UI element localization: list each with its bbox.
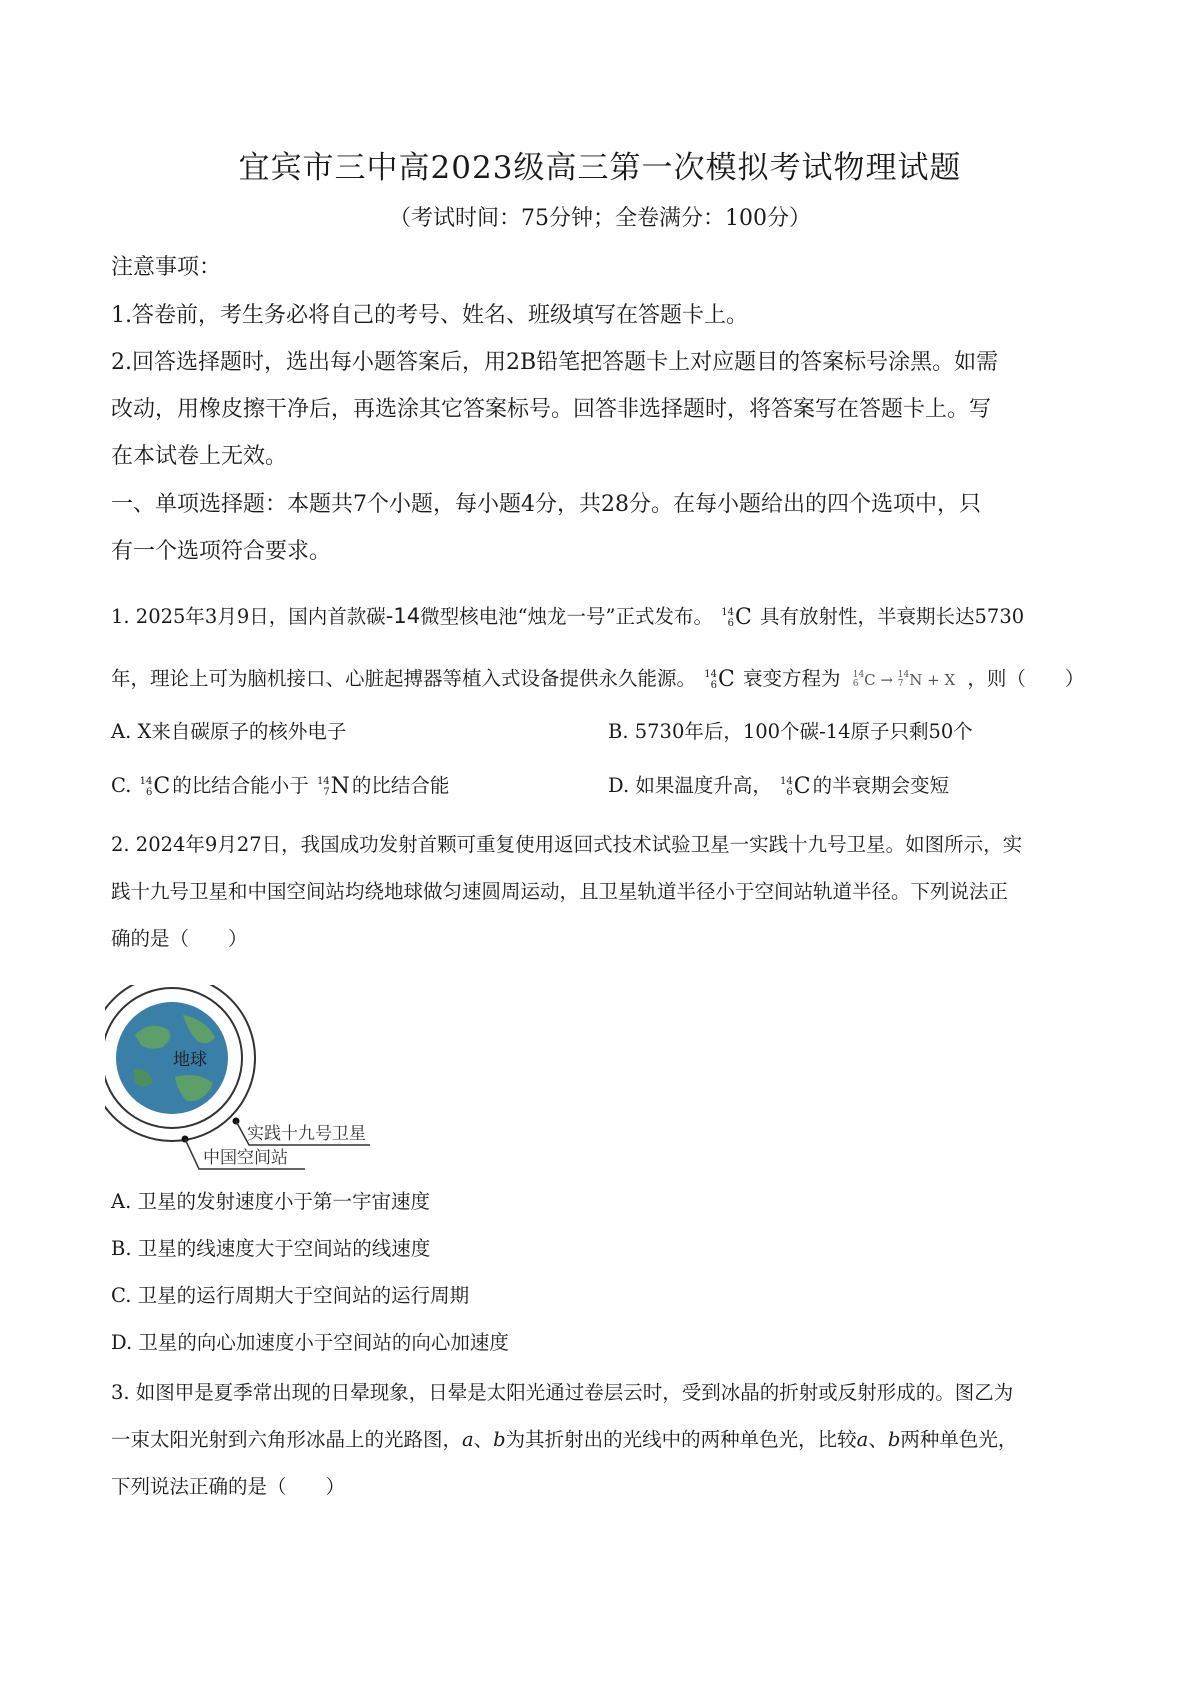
satellite-label: 实践十九号卫星: [247, 1124, 366, 1144]
q1-option-c[interactable]: C. 14 6 C 的比结合能小于 14 7 N 的比结合能: [111, 773, 450, 799]
station-label: 中国空间站: [203, 1148, 288, 1168]
notes-item-2-line-1: 2.回答选择题时，选出每小题答案后，用2B铅笔把答题卡上对应题目的答案标号涂黑。如需: [111, 350, 999, 375]
orbit-diagram: [105, 985, 425, 1175]
section-1-line-2: 有一个选项符合要求。: [111, 539, 332, 564]
notes-item-2-line-2: 改动，用橡皮擦干净后，再选涂其它答案标号。回答非选择题时，将答案写在答题卡上。写: [111, 397, 992, 422]
q1-option-b[interactable]: B. 5730年后，100个碳-14原子只剩50个: [608, 720, 973, 743]
q1-line-2: 年，理论上可为脑机接口、心脏起搏器等植入式设备提供永久能源。 14 6 C 衰变方程为 14 6 C → 14 7 N + X ，则（ ）: [111, 664, 1084, 695]
q2-line-1: 2. 2024年9月27日，我国成功发射首颗可重复使用返回式技术试验卫星一实践十九号卫星。如图所示，实: [111, 833, 1023, 856]
q3-line-3: 下列说法正确的是（ ）: [111, 1475, 346, 1498]
decay-equation: 14 6 C → 14 7 N + X: [852, 669, 956, 689]
notes-item-1: 1.答卷前，考生务必将自己的考号、姓名、班级填写在答题卡上。: [111, 303, 748, 328]
q2-option-c[interactable]: C. 卫星的运行周期大于空间站的运行周期: [111, 1284, 470, 1307]
q2-line-2: 践十九号卫星和中国空间站均绕地球做匀速圆周运动，且卫星轨道半径小于空间站轨道半径。下列说法正: [111, 880, 1009, 903]
q2-option-d[interactable]: D. 卫星的向心加速度小于空间站的向心加速度: [111, 1331, 509, 1354]
nuclide-c14: 14 6 C: [721, 604, 752, 630]
nuclide-c14: 14 6 C: [780, 773, 811, 799]
q3-line-2: 一束太阳光射到六角形冰晶上的光路图，a、b为其折射出的光线中的两种单色光，比较a、b两种单色光，: [111, 1428, 1018, 1451]
nuclide-c14: 14 6 C: [704, 666, 735, 692]
q1-option-a[interactable]: A. X来自碳原子的核外电子: [111, 720, 347, 743]
earth-icon: [116, 1002, 228, 1114]
notes-item-2-line-3: 在本试卷上无效。: [111, 444, 288, 469]
page-title: 宜宾市三中高2023级高三第一次模拟考试物理试题: [238, 150, 962, 186]
page-subtitle: （考试时间：75分钟；全卷满分：100分）: [389, 206, 811, 231]
q1-line-1: 1. 2025年3月9日，国内首款碳-14微型核电池“烛龙一号”正式发布。 14 6 C 具有放射性，半衰期长达5730: [111, 604, 1025, 630]
q2-option-b[interactable]: B. 卫星的线速度大于空间站的线速度: [111, 1237, 431, 1260]
q3-line-1: 3. 如图甲是夏季常出现的日晕现象，日晕是太阳光通过卷层云时，受到冰晶的折射或反射形成的。图乙为: [111, 1381, 1014, 1404]
nuclide-c14: 14 6 C: [139, 773, 171, 799]
nuclide-n14: 14 7 N: [316, 773, 350, 799]
earth-label: 地球: [173, 1050, 207, 1070]
q2-line-3: 确的是（ ）: [111, 927, 248, 950]
q1-option-d[interactable]: D. 如果温度升高， 14 6 C 的半衰期会变短: [608, 773, 950, 799]
notes-heading: 注意事项：: [111, 255, 222, 280]
q2-option-a[interactable]: A. 卫星的发射速度小于第一宇宙速度: [111, 1190, 430, 1213]
section-1-line-1: 一、单项选择题：本题共7个小题，每小题4分，共28分。在每小题给出的四个选项中，只: [111, 492, 981, 517]
